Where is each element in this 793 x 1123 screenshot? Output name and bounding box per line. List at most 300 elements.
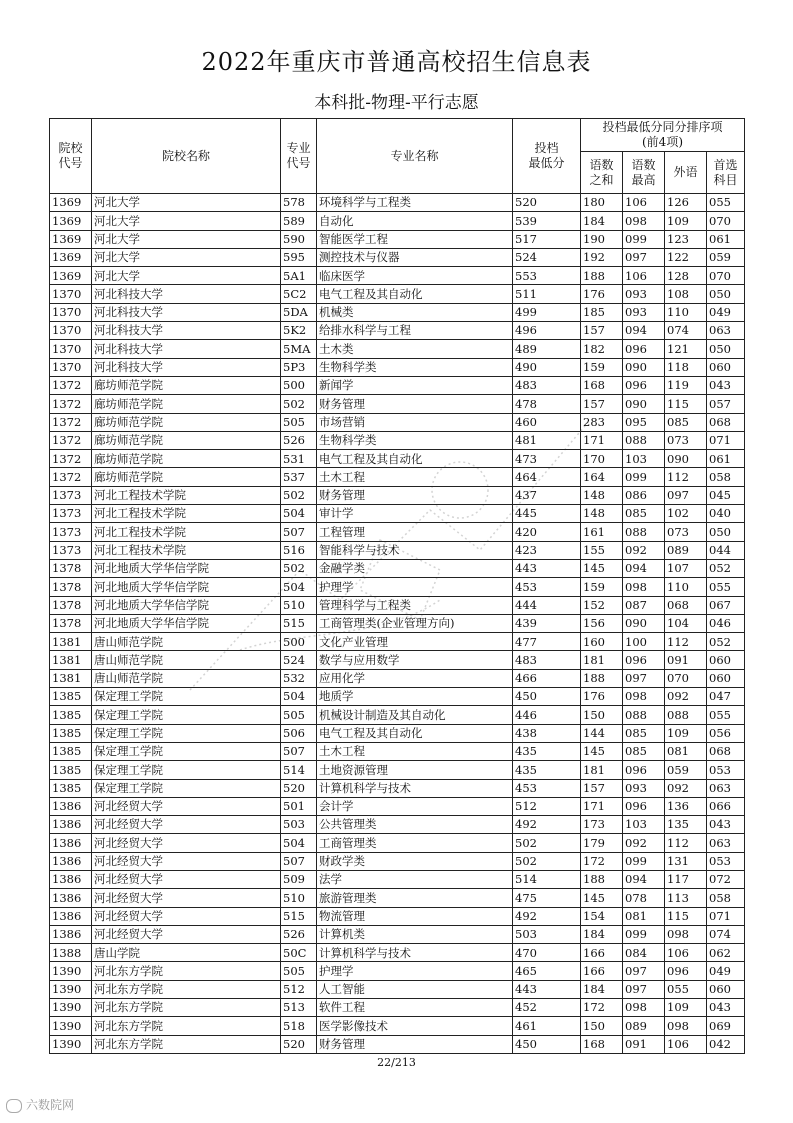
cell-school-name: 廊坊师范学院 bbox=[92, 395, 281, 413]
cell-sub2: 088 bbox=[623, 431, 665, 449]
cell-school-name: 廊坊师范学院 bbox=[92, 468, 281, 486]
cell-major-code: 504 bbox=[281, 505, 317, 523]
cell-sub4: 042 bbox=[707, 1035, 745, 1053]
cell-sub1: 161 bbox=[581, 523, 623, 541]
cell-sub3: 092 bbox=[665, 688, 707, 706]
table-row bbox=[50, 761, 745, 779]
cell-school-code: 1386 bbox=[50, 925, 92, 943]
cell-major-code: 509 bbox=[281, 870, 317, 888]
cell-sub4: 063 bbox=[707, 834, 745, 852]
cell-sub4: 063 bbox=[707, 779, 745, 797]
cell-school-code: 1381 bbox=[50, 669, 92, 687]
cell-min-score: 553 bbox=[513, 267, 581, 285]
cell-sub1: 168 bbox=[581, 376, 623, 394]
cell-sub3: 106 bbox=[665, 1035, 707, 1053]
table-row bbox=[50, 870, 745, 888]
cell-sub4: 072 bbox=[707, 870, 745, 888]
cell-min-score: 452 bbox=[513, 999, 581, 1017]
cell-sub2: 106 bbox=[623, 194, 665, 212]
cell-school-name: 河北东方学院 bbox=[92, 1017, 281, 1035]
cell-sub2: 091 bbox=[623, 1035, 665, 1053]
cell-school-code: 1386 bbox=[50, 797, 92, 815]
cell-school-name: 河北工程技术学院 bbox=[92, 486, 281, 504]
cell-min-score: 443 bbox=[513, 980, 581, 998]
table-row bbox=[50, 468, 745, 486]
cell-sub2: 097 bbox=[623, 962, 665, 980]
cell-sub2: 096 bbox=[623, 797, 665, 815]
cell-sub1: 170 bbox=[581, 450, 623, 468]
cell-sub1: 184 bbox=[581, 980, 623, 998]
cell-sub3: 118 bbox=[665, 358, 707, 376]
cell-min-score: 460 bbox=[513, 413, 581, 431]
cell-min-score: 439 bbox=[513, 614, 581, 632]
cell-sub2: 092 bbox=[623, 541, 665, 559]
cell-major-name: 地质学 bbox=[317, 688, 513, 706]
cell-sub3: 098 bbox=[665, 925, 707, 943]
header-tiebreak-group: 投档最低分同分排序项 (前4项) bbox=[581, 119, 745, 152]
cell-major-code: 5MA bbox=[281, 340, 317, 358]
cell-sub1: 148 bbox=[581, 505, 623, 523]
cell-min-score: 446 bbox=[513, 706, 581, 724]
cell-school-code: 1372 bbox=[50, 413, 92, 431]
table-row bbox=[50, 742, 745, 760]
cell-school-code: 1381 bbox=[50, 633, 92, 651]
header-school-name: 院校名称 bbox=[92, 119, 281, 194]
cell-sub3: 122 bbox=[665, 248, 707, 266]
cell-min-score: 524 bbox=[513, 248, 581, 266]
cell-sub3: 110 bbox=[665, 303, 707, 321]
cell-sub2: 090 bbox=[623, 614, 665, 632]
table-row bbox=[50, 285, 745, 303]
cell-sub4: 063 bbox=[707, 322, 745, 340]
cell-sub1: 150 bbox=[581, 1017, 623, 1035]
cell-sub1: 181 bbox=[581, 651, 623, 669]
cell-sub3: 121 bbox=[665, 340, 707, 358]
cell-major-name: 护理学 bbox=[317, 578, 513, 596]
cell-school-name: 河北科技大学 bbox=[92, 340, 281, 358]
cell-school-code: 1370 bbox=[50, 303, 92, 321]
table-row bbox=[50, 523, 745, 541]
cell-sub1: 166 bbox=[581, 944, 623, 962]
cell-sub2: 099 bbox=[623, 925, 665, 943]
table-row bbox=[50, 395, 745, 413]
cell-school-name: 河北东方学院 bbox=[92, 999, 281, 1017]
cell-min-score: 502 bbox=[513, 834, 581, 852]
cell-sub3: 073 bbox=[665, 431, 707, 449]
cell-major-code: 502 bbox=[281, 559, 317, 577]
table-row bbox=[50, 322, 745, 340]
cell-sub4: 053 bbox=[707, 852, 745, 870]
cell-sub1: 150 bbox=[581, 706, 623, 724]
cell-sub3: 112 bbox=[665, 468, 707, 486]
cell-major-code: 500 bbox=[281, 376, 317, 394]
cell-sub3: 135 bbox=[665, 816, 707, 834]
cell-sub2: 093 bbox=[623, 303, 665, 321]
cell-major-name: 生物科学类 bbox=[317, 358, 513, 376]
cell-min-score: 437 bbox=[513, 486, 581, 504]
cell-sub1: 184 bbox=[581, 925, 623, 943]
cell-school-code: 1385 bbox=[50, 706, 92, 724]
cell-major-code: 510 bbox=[281, 596, 317, 614]
cell-sub2: 096 bbox=[623, 761, 665, 779]
cell-sub4: 061 bbox=[707, 230, 745, 248]
cell-school-name: 保定理工学院 bbox=[92, 688, 281, 706]
cell-school-code: 1390 bbox=[50, 962, 92, 980]
cell-school-name: 河北东方学院 bbox=[92, 1035, 281, 1053]
cell-major-name: 工程管理 bbox=[317, 523, 513, 541]
cell-major-name: 环境科学与工程类 bbox=[317, 194, 513, 212]
cell-sub3: 059 bbox=[665, 761, 707, 779]
cell-school-code: 1385 bbox=[50, 742, 92, 760]
cell-min-score: 496 bbox=[513, 322, 581, 340]
cell-sub4: 060 bbox=[707, 980, 745, 998]
table-row bbox=[50, 962, 745, 980]
cell-school-code: 1378 bbox=[50, 596, 92, 614]
cell-sub3: 112 bbox=[665, 834, 707, 852]
logo-icon bbox=[6, 1099, 22, 1113]
cell-school-code: 1381 bbox=[50, 651, 92, 669]
cell-sub1: 188 bbox=[581, 870, 623, 888]
cell-school-name: 河北东方学院 bbox=[92, 980, 281, 998]
table-row bbox=[50, 614, 745, 632]
cell-major-name: 法学 bbox=[317, 870, 513, 888]
cell-major-name: 会计学 bbox=[317, 797, 513, 815]
cell-sub1: 180 bbox=[581, 194, 623, 212]
cell-sub2: 098 bbox=[623, 688, 665, 706]
cell-major-code: 505 bbox=[281, 413, 317, 431]
cell-major-code: 507 bbox=[281, 852, 317, 870]
cell-sub1: 159 bbox=[581, 358, 623, 376]
cell-sub4: 043 bbox=[707, 816, 745, 834]
header-sub3: 外语 bbox=[665, 152, 707, 194]
cell-major-name: 旅游管理类 bbox=[317, 889, 513, 907]
cell-sub3: 104 bbox=[665, 614, 707, 632]
cell-sub3: 108 bbox=[665, 285, 707, 303]
cell-sub3: 109 bbox=[665, 724, 707, 742]
header-sub4: 首选 科目 bbox=[707, 152, 745, 194]
table-row bbox=[50, 431, 745, 449]
cell-school-code: 1372 bbox=[50, 395, 92, 413]
cell-sub3: 107 bbox=[665, 559, 707, 577]
cell-major-code: 590 bbox=[281, 230, 317, 248]
cell-sub4: 050 bbox=[707, 340, 745, 358]
table-row bbox=[50, 376, 745, 394]
cell-school-name: 唐山学院 bbox=[92, 944, 281, 962]
cell-school-code: 1386 bbox=[50, 816, 92, 834]
cell-sub3: 055 bbox=[665, 980, 707, 998]
cell-sub3: 074 bbox=[665, 322, 707, 340]
cell-major-code: 502 bbox=[281, 395, 317, 413]
table-row bbox=[50, 267, 745, 285]
cell-school-code: 1369 bbox=[50, 230, 92, 248]
cell-sub2: 093 bbox=[623, 285, 665, 303]
cell-min-score: 512 bbox=[513, 797, 581, 815]
cell-sub4: 067 bbox=[707, 596, 745, 614]
cell-sub2: 097 bbox=[623, 669, 665, 687]
table-row bbox=[50, 688, 745, 706]
cell-major-name: 财务管理 bbox=[317, 1035, 513, 1053]
cell-sub4: 068 bbox=[707, 742, 745, 760]
cell-min-score: 438 bbox=[513, 724, 581, 742]
cell-sub2: 096 bbox=[623, 376, 665, 394]
cell-major-name: 软件工程 bbox=[317, 999, 513, 1017]
cell-school-name: 河北工程技术学院 bbox=[92, 505, 281, 523]
cell-min-score: 453 bbox=[513, 779, 581, 797]
cell-sub4: 060 bbox=[707, 358, 745, 376]
cell-major-code: 503 bbox=[281, 816, 317, 834]
cell-sub3: 081 bbox=[665, 742, 707, 760]
cell-sub1: 168 bbox=[581, 1035, 623, 1053]
cell-sub3: 109 bbox=[665, 999, 707, 1017]
cell-major-code: 526 bbox=[281, 925, 317, 943]
cell-school-code: 1370 bbox=[50, 322, 92, 340]
table-row bbox=[50, 230, 745, 248]
cell-sub3: 073 bbox=[665, 523, 707, 541]
cell-sub2: 099 bbox=[623, 852, 665, 870]
cell-major-name: 管理科学与工程类 bbox=[317, 596, 513, 614]
cell-school-name: 河北经贸大学 bbox=[92, 889, 281, 907]
cell-sub1: 148 bbox=[581, 486, 623, 504]
cell-major-code: 518 bbox=[281, 1017, 317, 1035]
cell-sub4: 058 bbox=[707, 889, 745, 907]
cell-min-score: 470 bbox=[513, 944, 581, 962]
table-row bbox=[50, 724, 745, 742]
table-row bbox=[50, 559, 745, 577]
cell-sub2: 095 bbox=[623, 413, 665, 431]
cell-min-score: 443 bbox=[513, 559, 581, 577]
cell-major-code: 531 bbox=[281, 450, 317, 468]
table-row bbox=[50, 852, 745, 870]
cell-major-name: 土木工程 bbox=[317, 742, 513, 760]
cell-school-code: 1372 bbox=[50, 450, 92, 468]
cell-major-code: 502 bbox=[281, 486, 317, 504]
cell-sub2: 089 bbox=[623, 1017, 665, 1035]
cell-min-score: 423 bbox=[513, 541, 581, 559]
cell-school-name: 河北科技大学 bbox=[92, 303, 281, 321]
cell-major-code: 50C bbox=[281, 944, 317, 962]
cell-major-code: 524 bbox=[281, 651, 317, 669]
cell-school-name: 保定理工学院 bbox=[92, 742, 281, 760]
cell-sub3: 109 bbox=[665, 212, 707, 230]
cell-school-code: 1370 bbox=[50, 285, 92, 303]
cell-major-code: 504 bbox=[281, 834, 317, 852]
cell-school-code: 1369 bbox=[50, 267, 92, 285]
cell-major-name: 临床医学 bbox=[317, 267, 513, 285]
cell-school-name: 河北地质大学华信学院 bbox=[92, 578, 281, 596]
cell-sub4: 050 bbox=[707, 285, 745, 303]
cell-sub1: 145 bbox=[581, 742, 623, 760]
table-row bbox=[50, 1035, 745, 1053]
cell-sub1: 157 bbox=[581, 322, 623, 340]
cell-major-code: 5A1 bbox=[281, 267, 317, 285]
cell-sub2: 096 bbox=[623, 340, 665, 358]
cell-sub1: 179 bbox=[581, 834, 623, 852]
table-row bbox=[50, 303, 745, 321]
cell-sub3: 136 bbox=[665, 797, 707, 815]
admission-table bbox=[49, 118, 745, 1054]
cell-sub3: 128 bbox=[665, 267, 707, 285]
cell-school-code: 1385 bbox=[50, 761, 92, 779]
cell-sub3: 090 bbox=[665, 450, 707, 468]
cell-sub1: 155 bbox=[581, 541, 623, 559]
cell-school-name: 河北经贸大学 bbox=[92, 852, 281, 870]
cell-sub4: 052 bbox=[707, 633, 745, 651]
cell-sub4: 045 bbox=[707, 486, 745, 504]
cell-sub1: 157 bbox=[581, 395, 623, 413]
cell-min-score: 502 bbox=[513, 852, 581, 870]
cell-major-code: 500 bbox=[281, 633, 317, 651]
cell-min-score: 514 bbox=[513, 870, 581, 888]
cell-major-name: 测控技术与仪器 bbox=[317, 248, 513, 266]
cell-sub3: 106 bbox=[665, 944, 707, 962]
cell-major-name: 医学影像技术 bbox=[317, 1017, 513, 1035]
cell-sub3: 096 bbox=[665, 962, 707, 980]
cell-major-name: 电气工程及其自动化 bbox=[317, 285, 513, 303]
cell-sub1: 145 bbox=[581, 889, 623, 907]
cell-sub4: 055 bbox=[707, 706, 745, 724]
cell-sub4: 071 bbox=[707, 431, 745, 449]
cell-major-code: 505 bbox=[281, 962, 317, 980]
cell-min-score: 481 bbox=[513, 431, 581, 449]
table-row bbox=[50, 596, 745, 614]
cell-sub4: 066 bbox=[707, 797, 745, 815]
cell-school-name: 河北经贸大学 bbox=[92, 907, 281, 925]
cell-sub2: 099 bbox=[623, 230, 665, 248]
cell-major-code: 520 bbox=[281, 779, 317, 797]
cell-school-code: 1390 bbox=[50, 1017, 92, 1035]
cell-major-name: 土木工程 bbox=[317, 468, 513, 486]
cell-school-code: 1386 bbox=[50, 834, 92, 852]
table-row bbox=[50, 358, 745, 376]
table-row bbox=[50, 797, 745, 815]
cell-major-code: 507 bbox=[281, 523, 317, 541]
cell-sub4: 044 bbox=[707, 541, 745, 559]
cell-sub4: 062 bbox=[707, 944, 745, 962]
cell-school-code: 1372 bbox=[50, 431, 92, 449]
cell-sub1: 185 bbox=[581, 303, 623, 321]
cell-sub4: 071 bbox=[707, 907, 745, 925]
table-row bbox=[50, 907, 745, 925]
cell-school-code: 1386 bbox=[50, 907, 92, 925]
cell-min-score: 499 bbox=[513, 303, 581, 321]
cell-sub3: 097 bbox=[665, 486, 707, 504]
cell-sub2: 085 bbox=[623, 742, 665, 760]
cell-school-name: 河北工程技术学院 bbox=[92, 541, 281, 559]
cell-sub1: 283 bbox=[581, 413, 623, 431]
cell-major-name: 财政学类 bbox=[317, 852, 513, 870]
cell-sub2: 086 bbox=[623, 486, 665, 504]
cell-sub1: 160 bbox=[581, 633, 623, 651]
cell-sub3: 126 bbox=[665, 194, 707, 212]
site-logo bbox=[6, 1096, 74, 1113]
cell-sub2: 097 bbox=[623, 248, 665, 266]
cell-sub3: 131 bbox=[665, 852, 707, 870]
cell-sub3: 092 bbox=[665, 779, 707, 797]
cell-school-name: 河北科技大学 bbox=[92, 285, 281, 303]
cell-major-name: 工商管理类(企业管理方向) bbox=[317, 614, 513, 632]
cell-school-name: 廊坊师范学院 bbox=[92, 450, 281, 468]
cell-sub2: 094 bbox=[623, 322, 665, 340]
cell-sub2: 087 bbox=[623, 596, 665, 614]
cell-sub4: 060 bbox=[707, 651, 745, 669]
cell-sub1: 192 bbox=[581, 248, 623, 266]
cell-school-code: 1390 bbox=[50, 980, 92, 998]
cell-school-name: 河北经贸大学 bbox=[92, 797, 281, 815]
cell-school-code: 1386 bbox=[50, 852, 92, 870]
cell-major-name: 智能医学工程 bbox=[317, 230, 513, 248]
cell-sub1: 184 bbox=[581, 212, 623, 230]
cell-school-name: 河北工程技术学院 bbox=[92, 523, 281, 541]
cell-min-score: 478 bbox=[513, 395, 581, 413]
cell-school-code: 1369 bbox=[50, 212, 92, 230]
cell-sub2: 085 bbox=[623, 724, 665, 742]
table-row bbox=[50, 633, 745, 651]
cell-sub2: 090 bbox=[623, 395, 665, 413]
cell-major-code: 512 bbox=[281, 980, 317, 998]
cell-major-code: 532 bbox=[281, 669, 317, 687]
cell-major-name: 机械类 bbox=[317, 303, 513, 321]
cell-major-name: 审计学 bbox=[317, 505, 513, 523]
cell-sub2: 098 bbox=[623, 578, 665, 596]
cell-major-name: 自动化 bbox=[317, 212, 513, 230]
cell-min-score: 475 bbox=[513, 889, 581, 907]
cell-min-score: 435 bbox=[513, 761, 581, 779]
cell-major-code: 516 bbox=[281, 541, 317, 559]
cell-sub4: 055 bbox=[707, 578, 745, 596]
cell-min-score: 511 bbox=[513, 285, 581, 303]
cell-min-score: 450 bbox=[513, 688, 581, 706]
table-row bbox=[50, 248, 745, 266]
cell-school-name: 保定理工学院 bbox=[92, 779, 281, 797]
cell-min-score: 517 bbox=[513, 230, 581, 248]
cell-major-code: 515 bbox=[281, 614, 317, 632]
table-row bbox=[50, 340, 745, 358]
cell-sub1: 173 bbox=[581, 816, 623, 834]
table-row bbox=[50, 706, 745, 724]
cell-sub3: 119 bbox=[665, 376, 707, 394]
cell-sub4: 046 bbox=[707, 614, 745, 632]
cell-major-name: 给排水科学与工程 bbox=[317, 322, 513, 340]
cell-sub3: 112 bbox=[665, 633, 707, 651]
cell-major-name: 计算机类 bbox=[317, 925, 513, 943]
cell-min-score: 445 bbox=[513, 505, 581, 523]
cell-sub1: 156 bbox=[581, 614, 623, 632]
cell-school-name: 廊坊师范学院 bbox=[92, 413, 281, 431]
cell-major-name: 新闻学 bbox=[317, 376, 513, 394]
cell-sub1: 181 bbox=[581, 761, 623, 779]
cell-min-score: 473 bbox=[513, 450, 581, 468]
cell-major-name: 财务管理 bbox=[317, 395, 513, 413]
cell-major-name: 电气工程及其自动化 bbox=[317, 724, 513, 742]
table-row bbox=[50, 212, 745, 230]
cell-sub3: 110 bbox=[665, 578, 707, 596]
header-major-code: 专业 代号 bbox=[281, 119, 317, 194]
cell-major-name: 应用化学 bbox=[317, 669, 513, 687]
cell-sub3: 117 bbox=[665, 870, 707, 888]
cell-school-name: 保定理工学院 bbox=[92, 706, 281, 724]
cell-sub1: 154 bbox=[581, 907, 623, 925]
cell-sub4: 049 bbox=[707, 962, 745, 980]
cell-sub2: 088 bbox=[623, 523, 665, 541]
cell-sub4: 070 bbox=[707, 212, 745, 230]
cell-school-code: 1372 bbox=[50, 468, 92, 486]
cell-major-code: 515 bbox=[281, 907, 317, 925]
cell-sub1: 159 bbox=[581, 578, 623, 596]
cell-sub3: 085 bbox=[665, 413, 707, 431]
table-row bbox=[50, 889, 745, 907]
cell-school-code: 1370 bbox=[50, 358, 92, 376]
table-row bbox=[50, 1017, 745, 1035]
